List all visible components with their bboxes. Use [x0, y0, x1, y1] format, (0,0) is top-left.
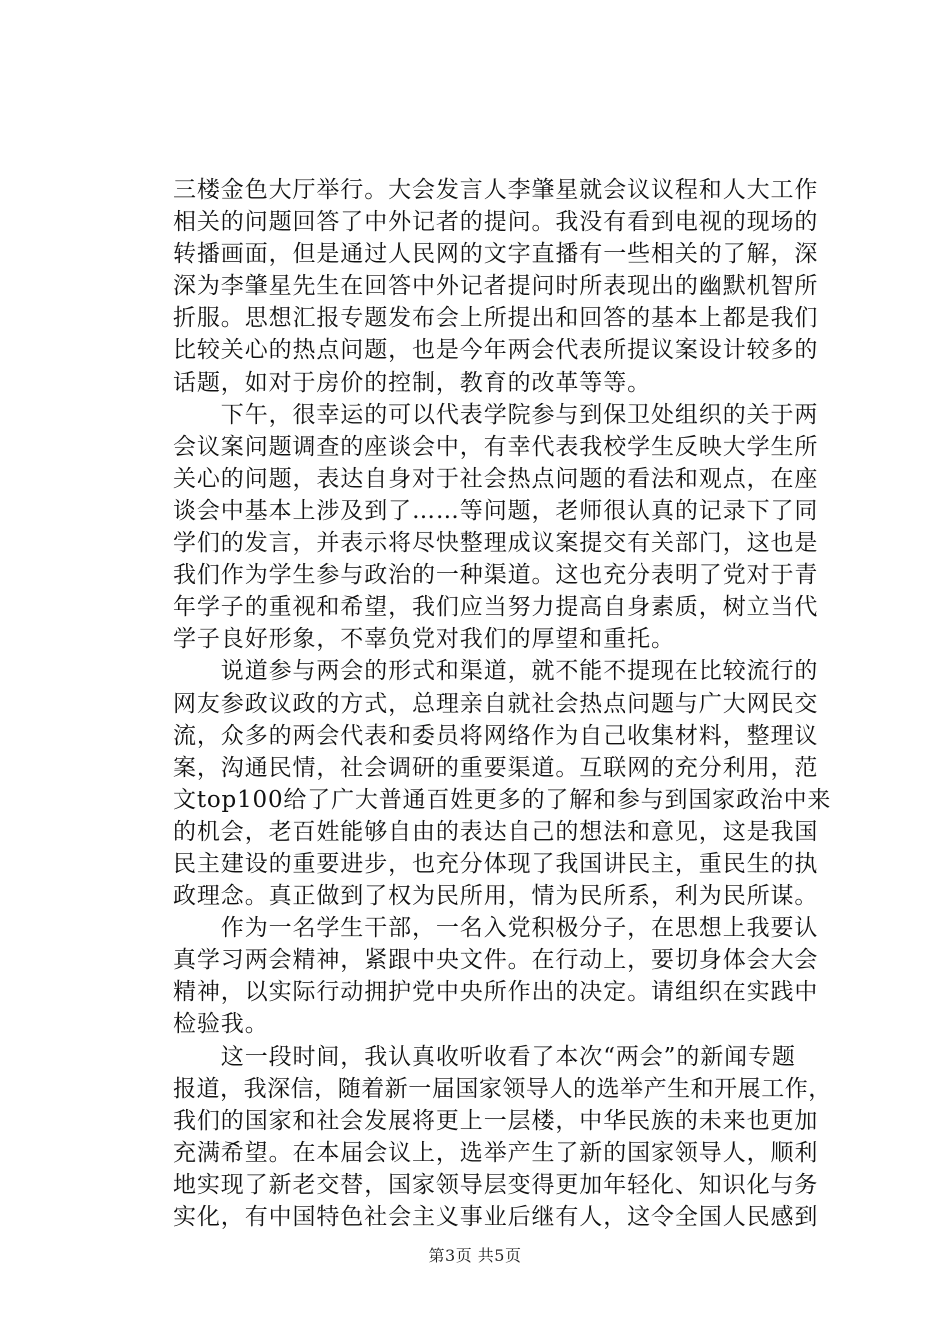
- text-line: 民主建设的重要进步，也充分体现了我国讲民主，重民生的执: [173, 850, 819, 877]
- text-line: 转播画面，但是通过人民网的文字直播有一些相关的了解，深: [173, 241, 819, 268]
- text-line: 真学习两会精神，紧跟中央文件。在行动上，要切身体会大会: [173, 947, 819, 974]
- text-line: 说道参与两会的形式和渠道，就不能不提现在比较流行的: [173, 658, 819, 685]
- text-line: 我们的国家和社会发展将更上一层楼，中华民族的未来也更加: [173, 1107, 819, 1134]
- text-line: 报道，我深信，随着新一届国家领导人的选举产生和开展工作，: [173, 1075, 832, 1102]
- text-line: 年学子的重视和希望，我们应当努力提高自身素质，树立当代: [173, 594, 819, 621]
- text-line: 我们作为学生参与政治的一种渠道。这也充分表明了党对于青: [173, 562, 819, 589]
- body-text: [173, 174, 833, 1233]
- text-line: 检验我。: [173, 1011, 269, 1038]
- text-line: 文top100给了广大普通百姓更多的了解和参与到国家政治中来: [173, 786, 832, 813]
- text-line: 下午，很幸运的可以代表学院参与到保卫处组织的关于两: [173, 401, 819, 428]
- text-line: 案，沟通民情，社会调研的重要渠道。互联网的充分利用，范: [173, 754, 819, 781]
- text-line: 比较关心的热点问题，也是今年两会代表所提议案设计较多的: [173, 337, 819, 364]
- text-line: 政理念。真正做到了权为民所用，情为民所系，利为民所谋。: [173, 883, 819, 910]
- text-line: 实化，有中国特色社会主义事业后继有人，这令全国人民感到: [173, 1204, 819, 1230]
- text-line: 学子良好形象，不辜负党对我们的厚望和重托。: [173, 626, 675, 653]
- text-line: 深为李肇星先生在回答中外记者提问时所表现出的幽默机智所: [173, 273, 819, 300]
- text-line: 关心的问题，表达自身对于社会热点问题的看法和观点，在座: [173, 465, 819, 492]
- text-line: 流，众多的两会代表和委员将网络作为自己收集材料，整理议: [173, 722, 819, 749]
- text-line: 的机会，老百姓能够自由的表达自己的想法和意见，这是我国: [173, 818, 819, 845]
- text-line: 这一段时间，我认真收听收看了本次“两会”的新闻专题: [173, 1043, 796, 1070]
- text-line: 会议案问题调查的座谈会中，有幸代表我校学生反映大学生所: [173, 433, 819, 460]
- text-line: 充满希望。在本届会议上，选举产生了新的国家领导人，顺利: [173, 1139, 819, 1166]
- text-line: 精神，以实际行动拥护党中央所作出的决定。请组织在实践中: [173, 979, 819, 1006]
- text-line: 话题，如对于房价的控制，教育的改革等等。: [173, 369, 651, 396]
- page-footer: 第3页 共5页: [428, 1246, 522, 1265]
- text-line: 作为一名学生干部，一名入党积极分子，在思想上我要认: [173, 915, 819, 942]
- text-line: 学们的发言，并表示将尽快整理成议案提交有关部门，这也是: [173, 530, 819, 557]
- text-line: 三楼金色大厅举行。大会发言人李肇星就会议议程和人大工作: [173, 177, 819, 203]
- text-line: 地实现了新老交替，国家领导层变得更加年轻化、知识化与务: [173, 1171, 819, 1198]
- text-line: 谈会中基本上涉及到了……等问题，老师很认真的记录下了同: [173, 497, 819, 524]
- text-line: 折服。思想汇报专题发布会上所提出和回答的基本上都是我们: [173, 305, 819, 332]
- text-line: 相关的问题回答了中外记者的提问。我没有看到电视的现场的: [173, 209, 819, 236]
- text-line: 网友参政议政的方式，总理亲自就社会热点问题与广大网民交: [173, 690, 819, 717]
